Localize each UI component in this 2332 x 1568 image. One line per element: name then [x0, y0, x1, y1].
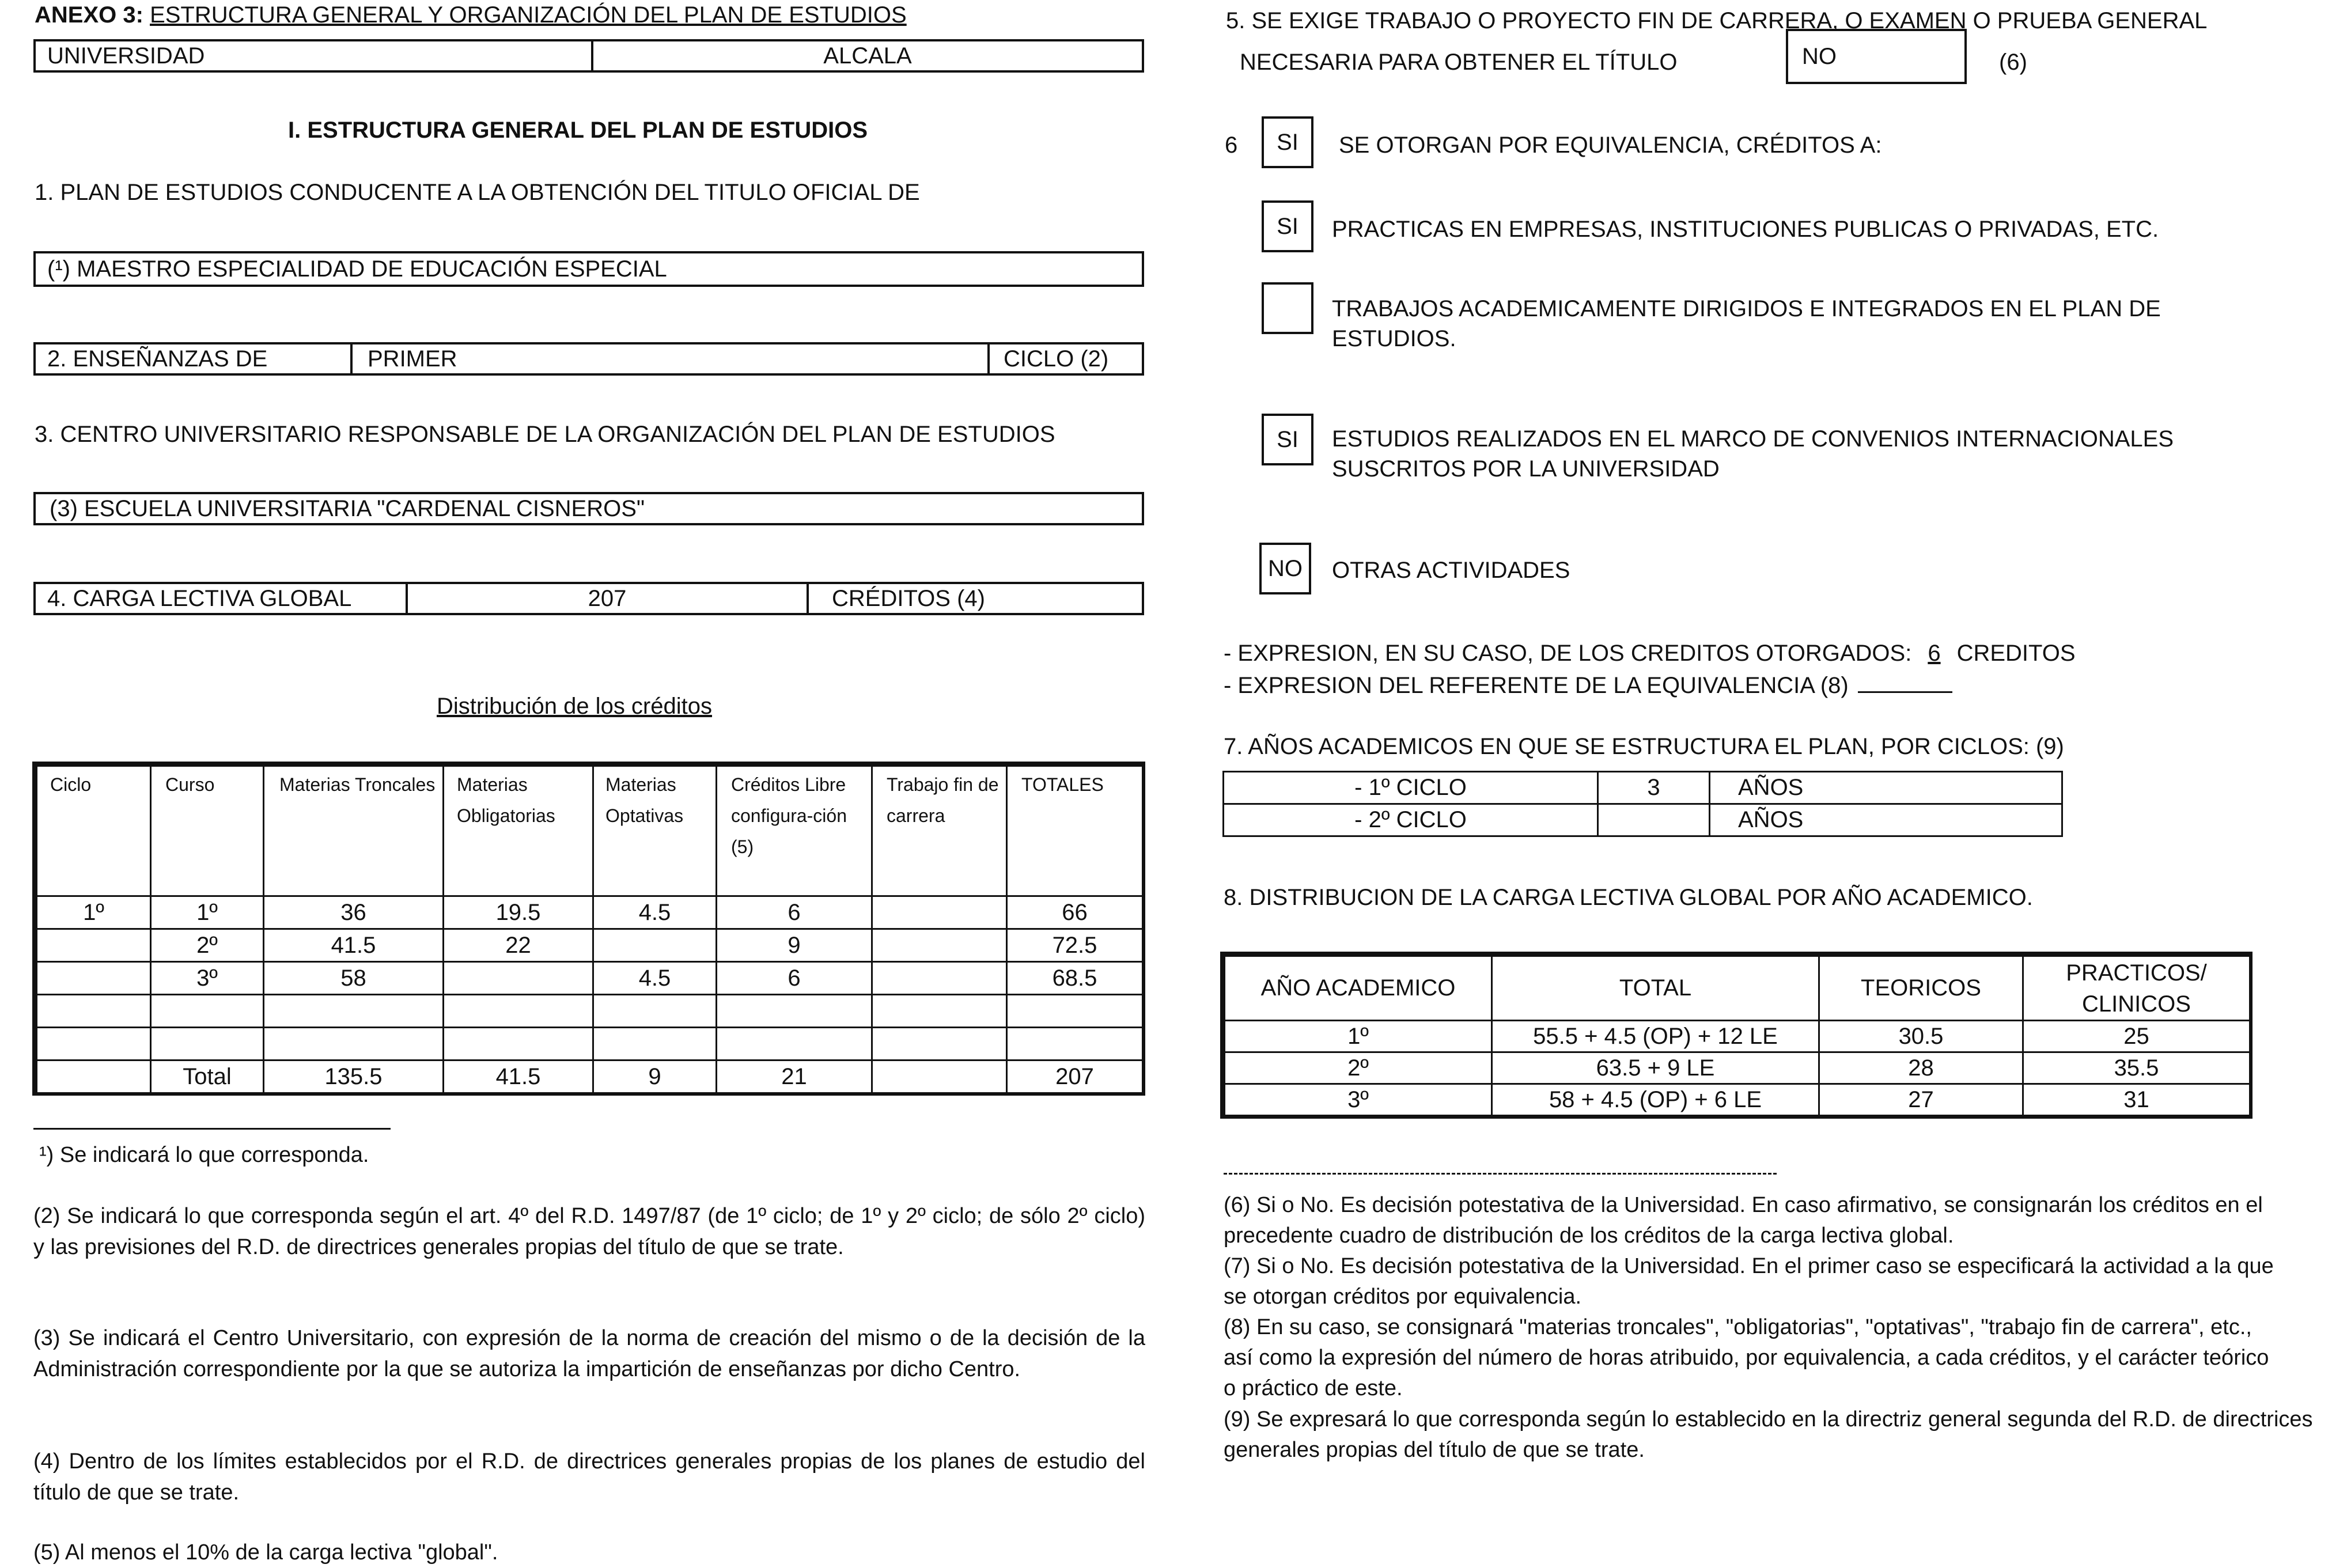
years-row-2-ciclo: - 2º CICLO — [1224, 804, 1598, 836]
dist-cell-curso: Total — [151, 1061, 264, 1093]
dist-cell-totales: 72.5 — [1007, 929, 1143, 962]
footnote-2: (2) Se indicará lo que corresponda según el art. 4º del R.D. 1497/87 (de 1º ciclo; de 1º y 2º ciclo; de sólo 2º ciclo) y las previsiones del R.D. de directrices generales propias del título de que se trate. — [33, 1204, 1145, 1259]
dist-row — [37, 896, 1143, 929]
years-row-1 — [1224, 772, 2062, 804]
dist-cell-obligatorias: 19.5 — [444, 896, 593, 929]
ensenanzas-value: PRIMER — [350, 344, 457, 373]
carga-cell-practicos: 25 — [2023, 1021, 2250, 1052]
carga-cell-ano: 3º — [1225, 1084, 1492, 1116]
dist-cell-obligatorias — [444, 962, 593, 995]
dist-header-row — [37, 766, 1143, 896]
carga-label: 4. CARGA LECTIVA GLOBAL — [47, 585, 352, 611]
dist-cell-optativas — [593, 929, 717, 962]
dist-cell-curso: 3º — [151, 962, 264, 995]
carga-header-row — [1225, 956, 2250, 1021]
years-row-2 — [1224, 804, 2062, 836]
item5-box — [1786, 29, 1967, 84]
dist-header-optativas: Materias Optativas — [593, 766, 717, 896]
centro-box — [33, 492, 1144, 525]
footnote-8: (8) En su caso, se consignará "materias troncales", "obligatorias", "optativas", "trabajo fin de carrera", etc., así como la expresión del número de horas atribuido, por equivalencia, a cada créditos, y el carácter teórico o práctico de este. — [1224, 1315, 2269, 1400]
carga-cell-total: 55.5 + 4.5 (OP) + 12 LE — [1492, 1021, 1819, 1052]
carga-cell-teoricos: 30.5 — [1819, 1021, 2023, 1052]
dist-cell-ciclo: 1º — [37, 896, 151, 929]
dist-cell-obligatorias: 22 — [444, 929, 593, 962]
annex-heading — [35, 1, 907, 29]
dist-cell-optativas: 9 — [593, 1061, 717, 1093]
expr2-line — [1224, 671, 1952, 699]
dist-cell-ciclo — [37, 929, 151, 962]
dist-header-curso: Curso — [151, 766, 264, 896]
option-otras-mark: NO — [1268, 555, 1303, 581]
dist-cell-totales — [1007, 1028, 1143, 1061]
dist-cell-ciclo — [37, 962, 151, 995]
dist-header-ciclo: Ciclo — [37, 766, 151, 896]
degree-box — [33, 251, 1144, 287]
dist-cell-curso: 1º — [151, 896, 264, 929]
expr1-value: 6 — [1928, 641, 1941, 666]
years-row-1-ciclo: - 1º CICLO — [1224, 772, 1598, 804]
carga-cell-ano: 1º — [1225, 1021, 1492, 1052]
carga-cell-total: 63.5 + 9 LE — [1492, 1052, 1819, 1084]
carga-row — [1225, 1052, 2250, 1084]
carga-table — [1220, 952, 2252, 1119]
expr1-suffix: CREDITOS — [1956, 641, 2076, 666]
option-trabajos-checkbox — [1262, 282, 1313, 334]
item6-number: 6 — [1225, 132, 1238, 158]
carga-cell-practicos: 31 — [2023, 1084, 2250, 1116]
option-estudios-mark: SI — [1277, 426, 1298, 452]
dist-header-trabajo: Trabajo fin de carrera — [872, 766, 1007, 896]
dist-cell-libre: 9 — [717, 929, 872, 962]
option-practicas-checkbox — [1262, 200, 1313, 252]
item8-label: 8. DISTRIBUCION DE LA CARGA LECTIVA GLOBAL POR AÑO ACADEMICO. — [1224, 885, 2033, 910]
centro-value: (3) ESCUELA UNIVERSITARIA "CARDENAL CISNEROS" — [50, 495, 645, 521]
expr1-prefix: - EXPRESION, EN SU CASO, DE LOS CREDITOS OTORGADOS: — [1224, 641, 1912, 666]
carga-cell-total: 58 + 4.5 (OP) + 6 LE — [1492, 1084, 1819, 1116]
item6-label: SE OTORGAN POR EQUIVALENCIA, CRÉDITOS A: — [1339, 132, 1882, 158]
dist-cell-totales: 66 — [1007, 896, 1143, 929]
footnote-3: (3) Se indicará el Centro Universitario, con expresión de la norma de creación del mismo o de la decisión de la Administración correspondiente por la que se autoriza la impartición de enseñanzas por dicho Centro. — [33, 1326, 1145, 1381]
dist-cell-libre — [717, 1028, 872, 1061]
option-otras-text: OTRAS ACTIVIDADES — [1332, 558, 1570, 583]
dist-cell-optativas: 4.5 — [593, 962, 717, 995]
dist-row — [37, 962, 1143, 995]
carga-row — [1225, 1084, 2250, 1116]
university-value: ALCALA — [591, 41, 1142, 70]
dist-row — [37, 1028, 1143, 1061]
dist-cell-ciclo — [37, 1061, 151, 1093]
carga-value: 207 — [406, 584, 807, 613]
dist-cell-curso: 2º — [151, 929, 264, 962]
university-label: UNIVERSIDAD — [47, 43, 205, 69]
dist-cell-trabajo — [872, 896, 1007, 929]
carga-box — [33, 582, 1144, 615]
dist-header-libre: Créditos Libre configura-ción (5) — [717, 766, 872, 896]
dist-cell-troncales — [264, 1028, 444, 1061]
dist-title: Distribución de los créditos — [437, 694, 712, 719]
item6-value: SI — [1277, 129, 1298, 155]
dist-cell-libre: 21 — [717, 1061, 872, 1093]
option-estudios-checkbox — [1262, 414, 1313, 465]
dist-cell-obligatorias: 41.5 — [444, 1061, 593, 1093]
years-row-2-years — [1598, 804, 1710, 836]
dist-cell-obligatorias — [444, 1028, 593, 1061]
years-row-1-years: 3 — [1598, 772, 1710, 804]
carga-suffix: CRÉDITOS (4) — [807, 584, 1142, 613]
dist-table — [32, 762, 1145, 1096]
carga-cell-teoricos: 27 — [1819, 1084, 2023, 1116]
years-row-2-unit: AÑOS — [1710, 804, 2062, 836]
dist-cell-curso — [151, 1028, 264, 1061]
footnote-5: (5) Al menos el 10% de la carga lectiva "global". — [33, 1540, 498, 1565]
dist-cell-libre: 6 — [717, 896, 872, 929]
item5-line2: NECESARIA PARA OBTENER EL TÍTULO — [1240, 50, 1678, 75]
footnote-1: ¹) Se indicará lo que corresponda. — [39, 1143, 369, 1167]
carga-body — [1225, 1021, 2250, 1116]
carga-cell-teoricos: 28 — [1819, 1052, 2023, 1084]
item7-label: 7. AÑOS ACADEMICOS EN QUE SE ESTRUCTURA EL PLAN, POR CICLOS: (9) — [1224, 734, 2064, 759]
footnote-6: (6) Si o No. Es decisión potestativa de la Universidad. En caso afirmativo, se consignarán los créditos en el precedente cuadro de distribución de los créditos de la carga lectiva global. — [1224, 1193, 2263, 1248]
dist-row — [37, 1061, 1143, 1093]
item5-note: (6) — [1999, 50, 2027, 75]
dist-header-obligatorias: Materias Obligatorias — [444, 766, 593, 896]
dist-row — [37, 995, 1143, 1028]
dist-body — [37, 896, 1143, 1093]
item3-label: 3. CENTRO UNIVERSITARIO RESPONSABLE DE LA ORGANIZACIÓN DEL PLAN DE ESTUDIOS — [35, 422, 1055, 447]
dist-cell-trabajo — [872, 995, 1007, 1028]
dist-cell-ciclo — [37, 995, 151, 1028]
dist-header-totales: TOTALES — [1007, 766, 1143, 896]
dist-cell-optativas — [593, 995, 717, 1028]
footnote-rule-right — [1224, 1173, 1777, 1175]
dist-cell-ciclo — [37, 1028, 151, 1061]
item6-checkbox — [1262, 116, 1313, 168]
footnote-4: (4) Dentro de los límites establecidos por el R.D. de directrices generales propias de los planes de estudio del título de que se trate. — [33, 1449, 1145, 1505]
footnote-9: (9) Se expresará lo que corresponda según lo establecido en la directriz general segunda del R.D. de directrices generales propias del título de que se trate. — [1224, 1407, 2313, 1462]
option-practicas-text: PRACTICAS EN EMPRESAS, INSTITUCIONES PUBLICAS O PRIVADAS, ETC. — [1332, 217, 2159, 242]
expr1-line — [1224, 639, 2076, 667]
dist-cell-troncales: 36 — [264, 896, 444, 929]
university-box — [33, 39, 1144, 73]
dist-header-troncales: Materias Troncales — [264, 766, 444, 896]
dist-cell-curso — [151, 995, 264, 1028]
carga-header-ano: AÑO ACADEMICO — [1225, 956, 1492, 1021]
dist-cell-trabajo — [872, 1061, 1007, 1093]
option-trabajos-text: TRABAJOS ACADEMICAMENTE DIRIGIDOS E INTEGRADOS EN EL PLAN DE ESTUDIOS. — [1332, 296, 2161, 351]
dist-cell-trabajo — [872, 962, 1007, 995]
carga-header-total: TOTAL — [1492, 956, 1819, 1021]
carga-header-teoricos: TEORICOS — [1819, 956, 2023, 1021]
footnote-rule-left — [33, 1128, 391, 1130]
dist-cell-troncales: 41.5 — [264, 929, 444, 962]
item5-line1: 5. SE EXIGE TRABAJO O PROYECTO FIN DE CARRERA, O EXAMEN O PRUEBA GENERAL — [1226, 8, 2208, 33]
expr2-text: - EXPRESION DEL REFERENTE DE LA EQUIVALENCIA (8) — [1224, 673, 1849, 698]
carga-row — [1225, 1021, 2250, 1052]
expr2-blank — [1858, 671, 1952, 693]
item5-value: NO — [1802, 43, 1837, 69]
item1-label: 1. PLAN DE ESTUDIOS CONDUCENTE A LA OBTENCIÓN DEL TITULO OFICIAL DE — [35, 180, 920, 205]
annex-label: ANEXO 3: — [35, 2, 143, 28]
degree-marker: (¹) — [47, 256, 70, 282]
ensenanzas-label: 2. ENSEÑANZAS DE — [47, 346, 268, 372]
dist-cell-troncales: 58 — [264, 962, 444, 995]
annex-title: ESTRUCTURA GENERAL Y ORGANIZACIÓN DEL PLAN DE ESTUDIOS — [150, 2, 907, 28]
dist-cell-totales — [1007, 995, 1143, 1028]
dist-cell-libre — [717, 995, 872, 1028]
ensenanzas-suffix: CICLO (2) — [987, 344, 1142, 373]
dist-cell-libre: 6 — [717, 962, 872, 995]
carga-cell-practicos: 35.5 — [2023, 1052, 2250, 1084]
dist-cell-trabajo — [872, 929, 1007, 962]
dist-cell-troncales — [264, 995, 444, 1028]
footnote-7: (7) Si o No. Es decisión potestativa de la Universidad. En el primer caso se especificará la actividad a la que se otorgan créditos por equivalencia. — [1224, 1254, 2274, 1309]
dist-cell-totales: 207 — [1007, 1061, 1143, 1093]
dist-cell-obligatorias — [444, 995, 593, 1028]
years-table — [1222, 771, 2063, 837]
option-otras-checkbox — [1259, 543, 1311, 594]
years-row-1-unit: AÑOS — [1710, 772, 2062, 804]
dist-cell-troncales: 135.5 — [264, 1061, 444, 1093]
dist-cell-trabajo — [872, 1028, 1007, 1061]
dist-cell-optativas — [593, 1028, 717, 1061]
degree-value: MAESTRO ESPECIALIDAD DE EDUCACIÓN ESPECIAL — [77, 256, 667, 282]
option-practicas-mark: SI — [1277, 213, 1298, 239]
dist-row — [37, 929, 1143, 962]
dist-cell-optativas: 4.5 — [593, 896, 717, 929]
carga-cell-ano: 2º — [1225, 1052, 1492, 1084]
carga-header-practicos: PRACTICOS/ CLINICOS — [2023, 956, 2250, 1021]
ensenanzas-box — [33, 342, 1144, 376]
dist-cell-totales: 68.5 — [1007, 962, 1143, 995]
section-title: I. ESTRUCTURA GENERAL DEL PLAN DE ESTUDIOS — [288, 118, 868, 143]
option-estudios-text: ESTUDIOS REALIZADOS EN EL MARCO DE CONVENIOS INTERNACIONALES SUSCRITOS POR LA UNIVERSIDAD — [1332, 426, 2174, 482]
